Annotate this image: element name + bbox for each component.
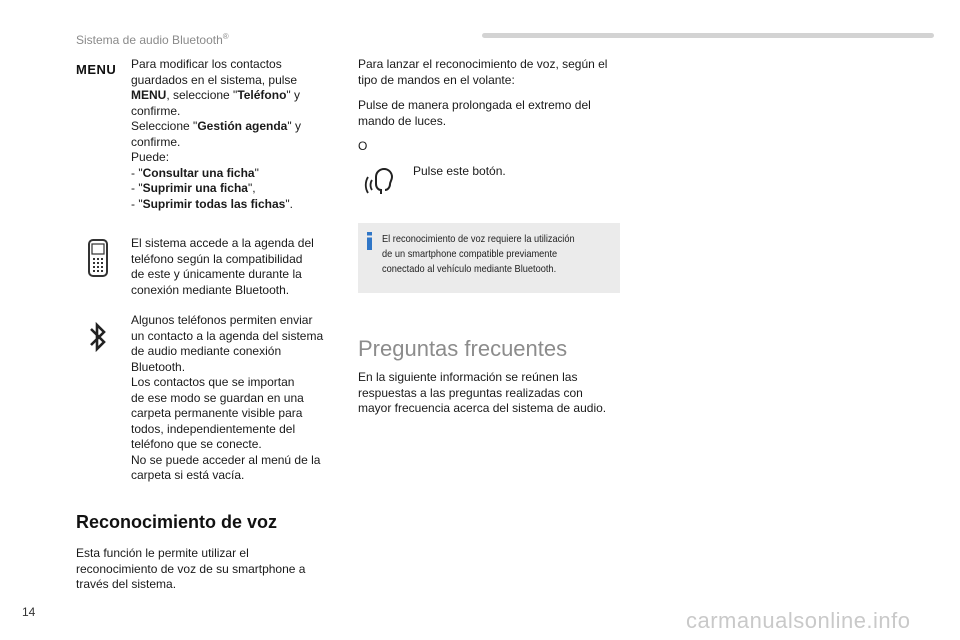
- or-separator: O: [358, 139, 368, 153]
- phone-icon: [86, 238, 112, 283]
- page-header-title: Sistema de audio Bluetooth®: [76, 32, 229, 47]
- info-icon: [366, 232, 373, 250]
- option-consult: - "Consultar una ficha": [131, 165, 259, 180]
- agenda-access-note: El sistema accede a la agenda del teléfono según la compatibilidad de este y únicamente durante la conexión mediante Bluetooth.: [131, 236, 314, 297]
- bluetooth-icon: [88, 320, 108, 359]
- contact-transfer-note: Algunos teléfonos permiten enviar un contacto a la agenda del sistema de audio mediante conexión Bluetooth. Los contactos que se importan de ese modo se guardan en una carpeta permanente visible para todos, independientemente del teléfono que se conecte. No se puede acceder al menú de la carpeta si está vacía.: [131, 313, 324, 482]
- page-number: 14: [22, 605, 36, 619]
- voice-launch-intro: Para lanzar el reconocimiento de voz, según el tipo de mandos en el volante:: [358, 57, 608, 87]
- info-box-text: El reconocimiento de voz requiere la utilización de un smartphone compatible previamente conectado al vehículo mediante Bluetooth.: [382, 233, 575, 275]
- voice-recognition-heading: Reconocimiento de voz: [76, 512, 278, 532]
- header-divider: [482, 33, 934, 38]
- option-delete-all: - "Suprimir todas las fichas".: [131, 196, 293, 211]
- option-delete-one: - "Suprimir una ficha",: [131, 181, 256, 195]
- contacts-instructions: Para modificar los contactos guardados en el sistema, pulse MENU, seleccione "Teléfono" y confirme. Seleccione "Gestión agenda" y confirme. Puede: - "Consultar una ficha" - "Suprimir una ficha", - "Suprimir todas las fichas".: [131, 57, 331, 212]
- faq-heading: Preguntas frecuentes: [358, 336, 568, 361]
- voice-command-icon: [364, 166, 400, 205]
- voice-button-text: Pulse este botón.: [413, 164, 506, 178]
- voice-launch-press: Pulse de manera prolongada el extremo del mando de luces.: [358, 98, 591, 128]
- watermark: carmanualsonline.info: [686, 608, 911, 633]
- voice-recognition-body: Esta función le permite utilizar el reconocimiento de voz de su smartphone a través del sistema.: [76, 546, 306, 591]
- faq-body: En la siguiente información se reúnen las respuestas a las preguntas realizadas con mayor frecuencia acerca del sistema de audio.: [358, 370, 607, 415]
- menu-button-icon: MENU: [76, 62, 117, 77]
